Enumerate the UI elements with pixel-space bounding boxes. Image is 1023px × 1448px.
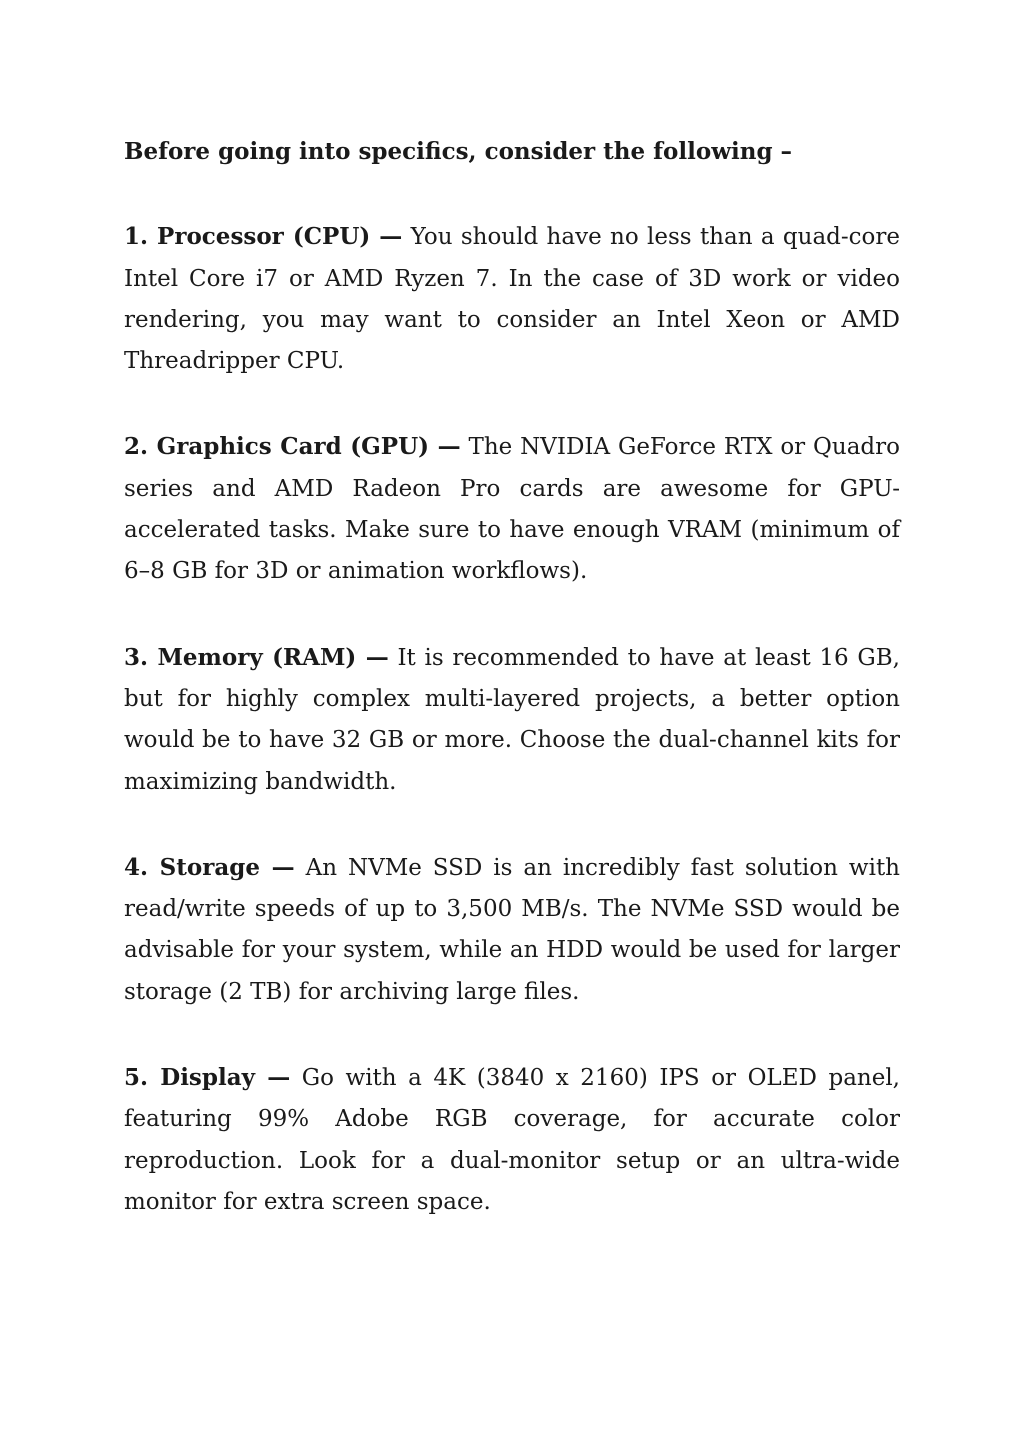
item-label: 2. Graphics Card (GPU) —: [124, 433, 461, 461]
item-label: 1. Processor (CPU) —: [124, 223, 403, 251]
list-item-processor: [124, 216, 900, 382]
item-label: 4. Storage —: [124, 853, 295, 881]
list-item-graphics-card: [124, 426, 900, 592]
item-text: The NVIDIA GeForce RTX or Quadro series and AMD Radeon Pro cards are awesome for GPU-accelerated tasks. Make sure to have enough VRAM (minimum of 6–8 GB for 3D or animation workflows).: [124, 434, 900, 585]
item-text: Go with a 4K (3840 x 2160) IPS or OLED panel, featuring 99% Adobe RGB coverage, for accurate color reproduction. Look for a dual-monitor setup or an ultra-wide monitor for extra screen space.: [124, 1065, 900, 1215]
list-item-memory: [124, 637, 900, 803]
intro-heading: Before going into specifics, consider the following –: [124, 138, 793, 165]
item-text: You should have no less than a quad-core Intel Core i7 or AMD Ryzen 7. In the case of 3D work or video rendering, you may want to consider an Intel Xeon or AMD Threadripper CPU.: [124, 224, 900, 375]
item-text: It is recommended to have at least 16 GB, but for highly complex multi-layered projects, a better option would be to have 32 GB or more. Choose the dual-channel kits for maximizing bandwidth.: [124, 644, 900, 795]
list-item-storage: [124, 847, 900, 1013]
item-label: 3. Memory (RAM) —: [124, 643, 389, 671]
list-item-display: [124, 1057, 900, 1223]
item-text: An NVMe SSD is an incredibly fast solution with read/write speeds of up to 3,500 MB/s. The NVMe SSD would be advisable for your system, while an HDD would be used for larger storage (2 TB) for archiving large files.: [124, 854, 900, 1005]
document-page: [124, 131, 900, 1267]
item-label: 5. Display —: [124, 1064, 291, 1092]
